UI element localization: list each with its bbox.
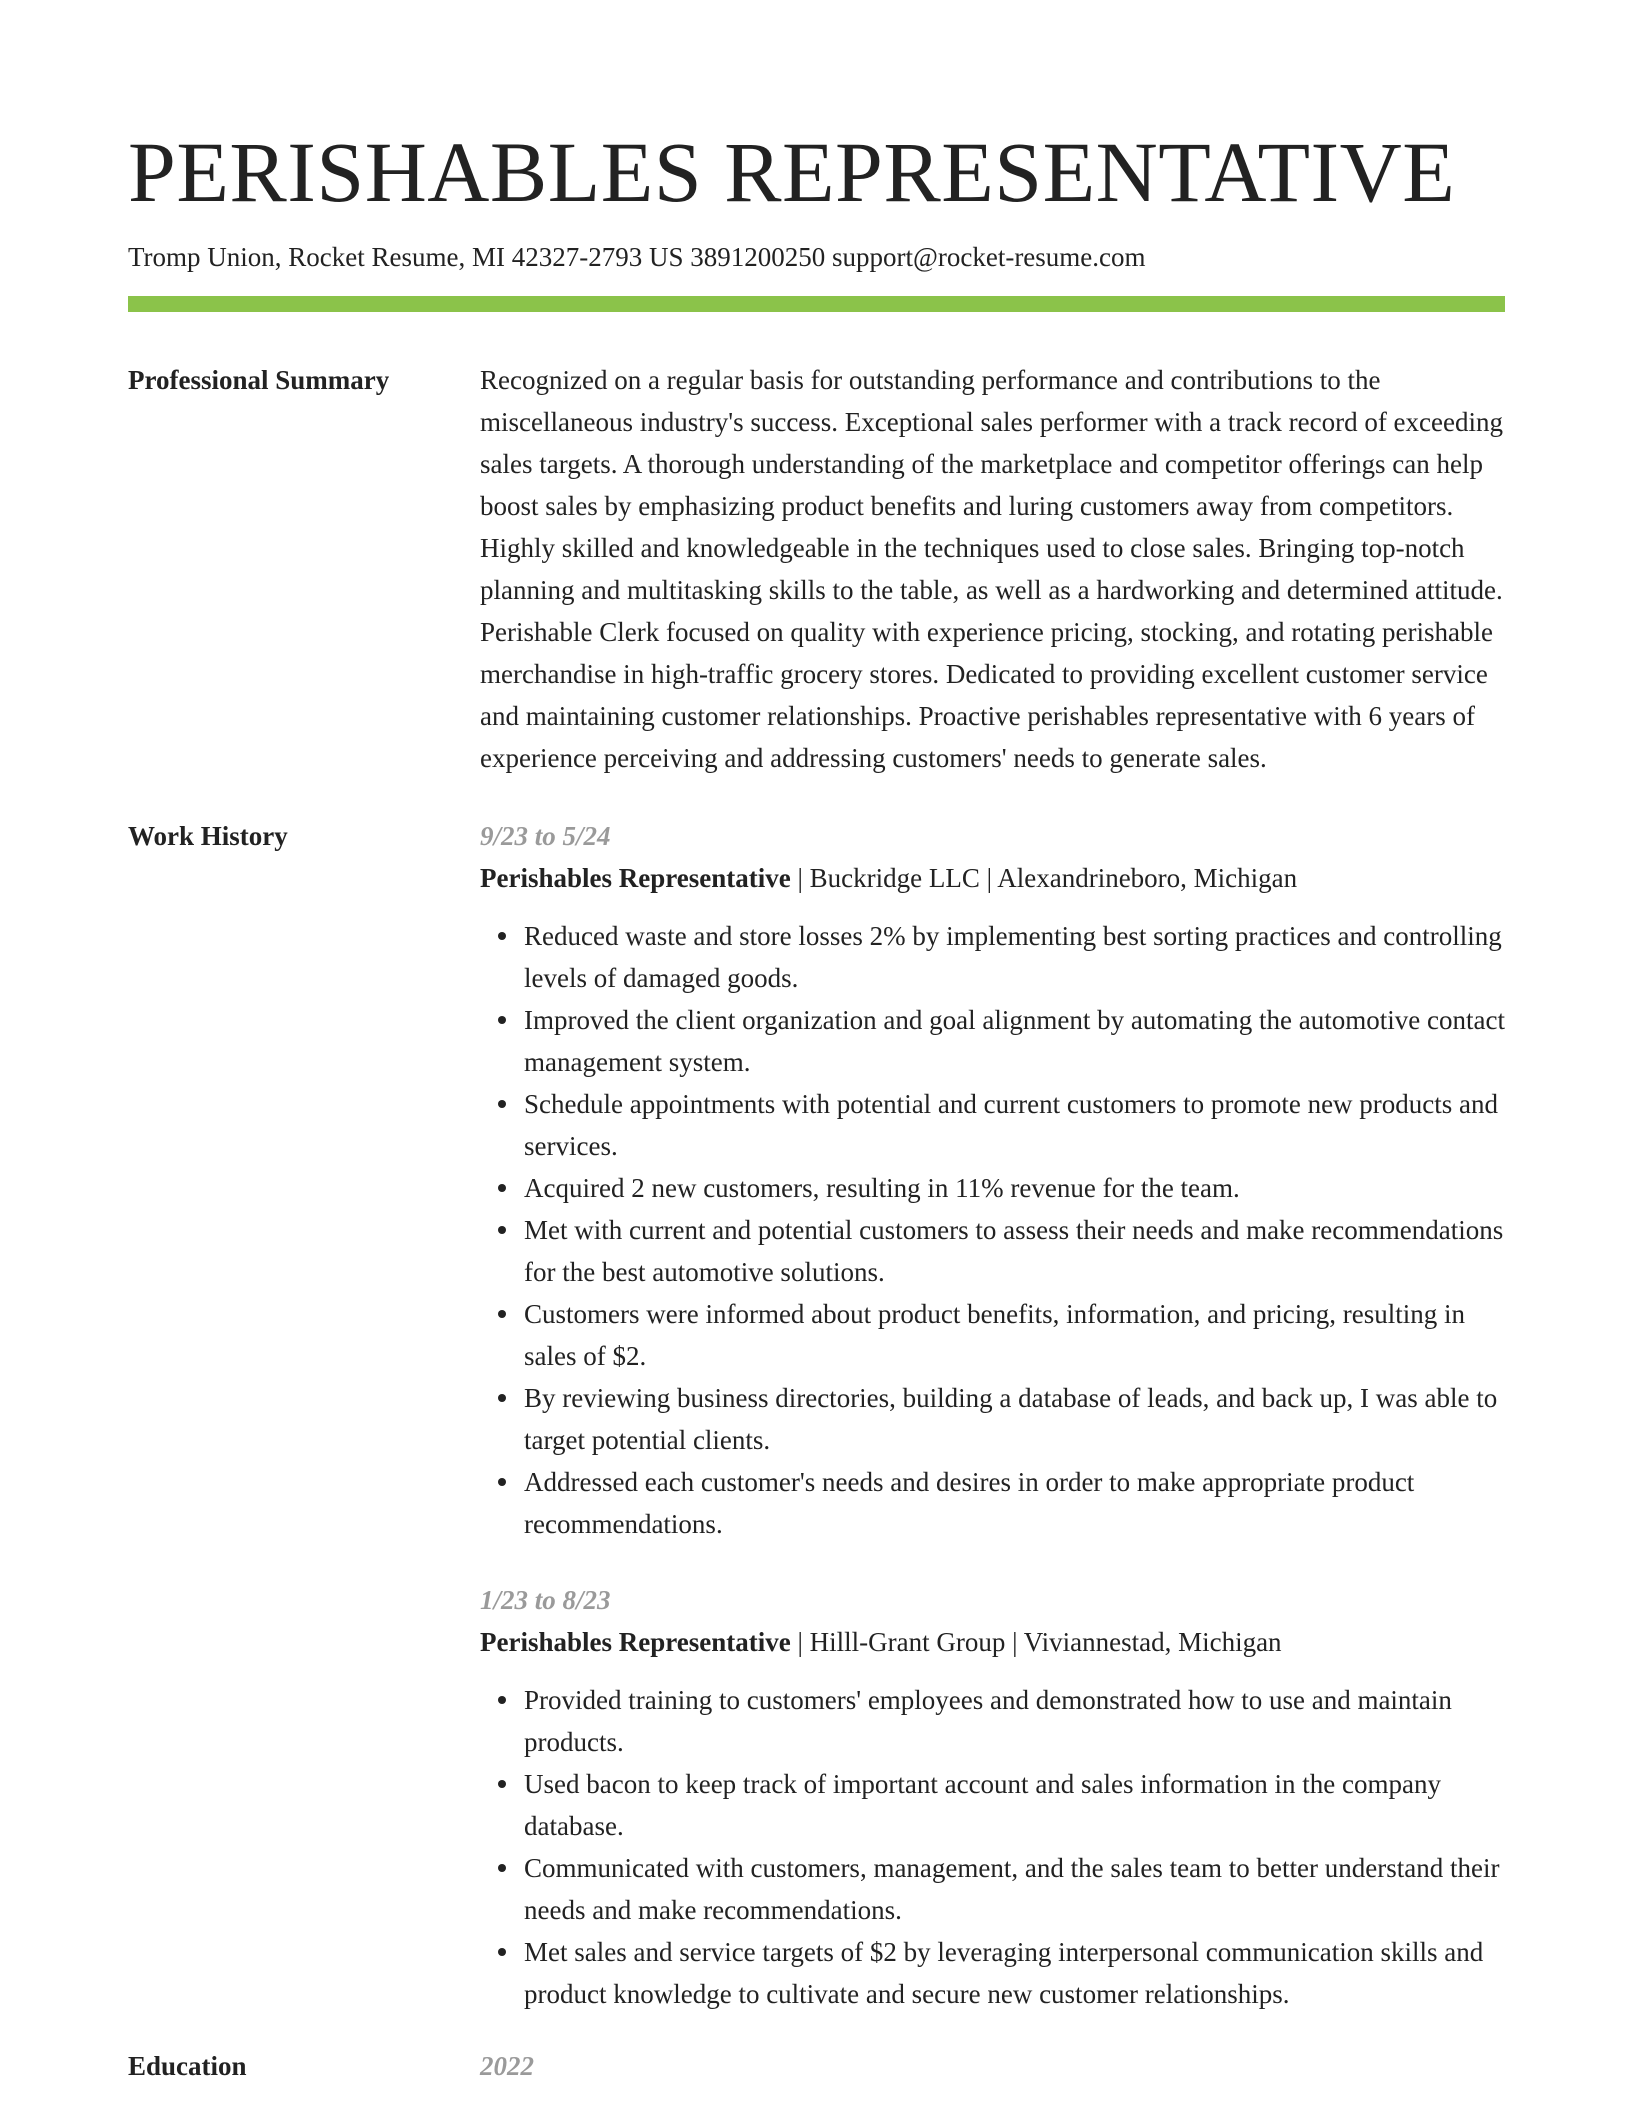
job-bullet: Met with current and potential customers to assess their needs and make recommendations for the best automotive solutions. <box>524 1209 1505 1293</box>
job-bullet: Reduced waste and store losses 2% by implementing best sorting practices and controlling levels of damaged goods. <box>524 915 1505 999</box>
job-bullet-list <box>480 915 1505 1545</box>
education-body <box>480 2045 1505 2087</box>
job-bullet: By reviewing business directories, building a database of leads, and back up, I was able to target potential clients. <box>524 1377 1505 1461</box>
job-bullet: Schedule appointments with potential and current customers to promote new products and services. <box>524 1083 1505 1167</box>
education-date: 2022 <box>480 2051 534 2081</box>
job-dates: 1/23 to 8/23 <box>480 1585 611 1615</box>
work-history-section <box>128 815 1505 2015</box>
section-label-summary: Professional Summary <box>128 365 390 395</box>
job-bullet: Provided training to customers' employees and demonstrated how to use and maintain products. <box>524 1679 1505 1763</box>
job-bullet: Used bacon to keep track of important account and sales information in the company database. <box>524 1763 1505 1847</box>
job-role-line <box>480 1621 1505 1663</box>
resume-page <box>128 0 1505 2087</box>
accent-divider <box>128 296 1505 312</box>
job-entry <box>480 815 1505 1545</box>
job-bullet: Addressed each customer's needs and desires in order to make appropriate product recommendations. <box>524 1461 1505 1545</box>
job-role-line <box>480 857 1505 899</box>
job-bullet: Customers were informed about product benefits, information, and pricing, resulting in sales of $2. <box>524 1293 1505 1377</box>
job-bullet-list <box>480 1679 1505 2015</box>
job-title: Perishables Representative <box>480 863 791 893</box>
resume-title: PERISHABLES REPRESENTATIVE <box>128 124 1456 220</box>
section-label-education: Education <box>128 2051 247 2081</box>
job-details: | Buckridge LLC | Alexandrineboro, Michigan <box>790 863 1298 893</box>
job-title: Perishables Representative <box>480 1627 791 1657</box>
job-bullet: Met sales and service targets of $2 by leveraging interpersonal communication skills and product knowledge to cultivate and secure new customer relationships. <box>524 1931 1505 2015</box>
work-history-body <box>480 815 1505 2015</box>
section-label-work-history: Work History <box>128 821 288 851</box>
job-bullet: Communicated with customers, management, and the sales team to better understand their needs and make recommendations. <box>524 1847 1505 1931</box>
job-entry <box>480 1579 1505 2015</box>
professional-summary-section <box>128 359 1505 779</box>
education-section <box>128 2045 1505 2087</box>
job-details: | Hilll-Grant Group | Viviannestad, Michigan <box>790 1627 1282 1657</box>
job-bullet: Improved the client organization and goal alignment by automating the automotive contact management system. <box>524 999 1505 1083</box>
job-bullet: Acquired 2 new customers, resulting in 11% revenue for the team. <box>524 1167 1505 1209</box>
job-dates: 9/23 to 5/24 <box>480 821 611 851</box>
contact-line: Tromp Union, Rocket Resume, MI 42327-2793 US 3891200250 support@rocket-resume.com <box>128 242 1146 272</box>
summary-text: Recognized on a regular basis for outstanding performance and contributions to the miscellaneous industry's success. Exceptional sales performer with a track record of exceeding sales targets. A thorough understanding of the marketplace and competitor offerings can help boost sales by emphasizing product benefits and luring customers away from competitors. Highly skilled and knowledgeable in the techniques used to close sales. Bringing top-notch planning and multitasking skills to the table, as well as a hardworking and determined attitude. Perishable Clerk focused on quality with experience pricing, stocking, and rotating perishable merchandise in high-traffic grocery stores. Dedicated to providing excellent customer service and maintaining customer relationships. Proactive perishables representative with 6 years of experience perceiving and addressing customers' needs to generate sales. <box>480 365 1503 773</box>
